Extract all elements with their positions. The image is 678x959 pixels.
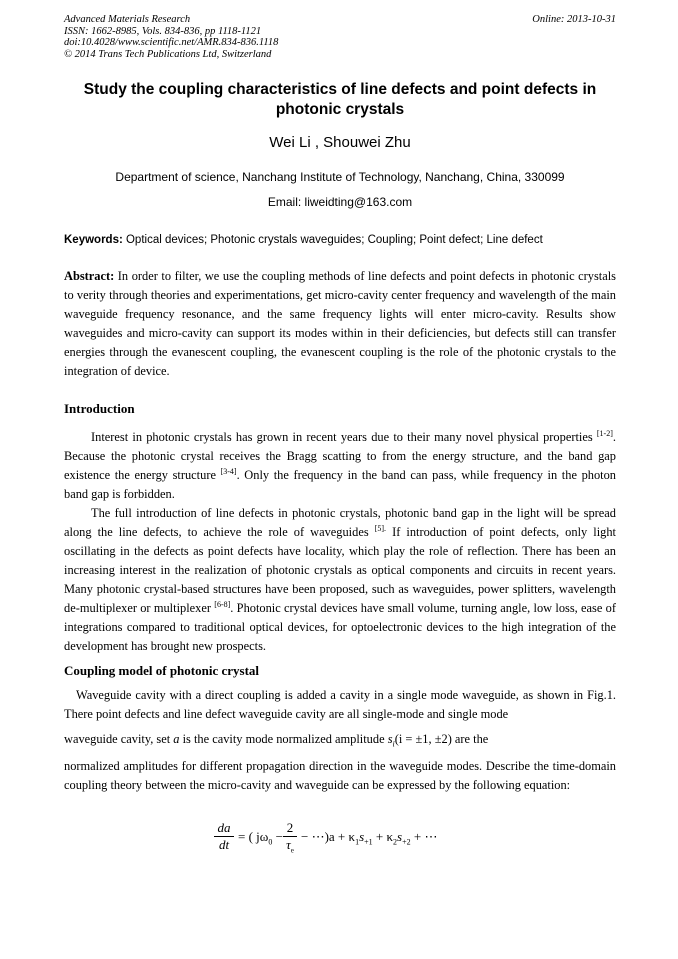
journal-name: Advanced Materials Research (64, 14, 191, 25)
equation-rest (301, 829, 437, 847)
s2-subscript: +2 (402, 837, 411, 847)
tau-fraction (283, 820, 297, 859)
authors: Wei Li , Shouwei Zhu (269, 134, 411, 151)
variable-s: s (387, 732, 393, 746)
email[interactable]: Email: liweidting@163.com (267, 195, 413, 209)
equation-middle (238, 829, 283, 847)
lhs-fraction (214, 820, 234, 853)
tau-subscript: e (290, 846, 294, 855)
keywords-label: Keywords: (64, 234, 123, 246)
lhs-numerator: da (214, 820, 234, 837)
abstract-text: In order to filter, we use the coupling methods of line defects and point defects in photonic crystals to verity through theories and experimentations, get micro-cavity center frequency and wavelength of the main waveguide frequency resonance, and the same frequency lights will enter micro-cavity. Results show waveguides and micro-cavity can support its modes within in their deficiencies, but defects still can transfer energies through the evanescent coupling, the evanescent coupling is the role of the photonic crystals to the integration of device. (64, 269, 616, 378)
lhs-denominator: dt (218, 837, 230, 852)
intro-heading: Introduction (64, 401, 135, 416)
affiliation: Department of science, Nanchang Institute of Technology, Nanchang, China, 330099 (115, 170, 565, 184)
intro-paragraph-1 (64, 428, 616, 504)
title-line-2: photonic crystals (275, 101, 405, 118)
equation-tail: + ⋯ (410, 829, 438, 844)
index-condition: (i = ±1, ±2) (394, 732, 452, 746)
journal-header (64, 14, 616, 60)
coupling-heading: Coupling model of photonic crystal (64, 663, 260, 678)
coupling-p2-text-b: is the cavity mode normalized amplitude (179, 732, 388, 746)
variable-a: a (173, 732, 180, 746)
journal-copyright: © 2014 Trans Tech Publications Ltd, Switzerland (64, 48, 272, 60)
journal-doi[interactable]: doi:10.4028/www.scientific.net/AMR.834-836.1118 (64, 37, 279, 48)
citation-ref: [3-4] (220, 467, 237, 476)
subscript-i: i (392, 739, 395, 749)
coupling-equation (214, 820, 474, 860)
intro-paragraph-2 (64, 504, 616, 656)
s2-symbol: s (397, 829, 403, 844)
s1-subscript: +1 (364, 837, 373, 847)
abstract (64, 267, 616, 381)
coupling-p2-text-a: waveguide cavity, set (64, 732, 174, 746)
tau-denominator (283, 837, 297, 859)
abstract-label: Abstract: (64, 269, 115, 283)
citation-ref: [6-8] (214, 600, 231, 609)
title-line-1: Study the coupling characteristics of line defects and point defects in (83, 81, 597, 98)
intro-p1-text-c: . Only the frequency in the band can pass, while frequency in the photon band gap is forbidden. (64, 468, 616, 501)
coupling-paragraph-2 (64, 730, 616, 753)
intro-p1-text-b: . Because the photonic crystal receives the Bragg scatting to from the energy structure, and the band gap existence the energy structure (64, 430, 616, 482)
coupling-paragraph-1: Waveguide cavity with a direct coupling is added a cavity in a single mode waveguide, as shown in Fig.1. There point defects and line defect waveguide cavity are all single-mode and single mode (64, 688, 616, 721)
citation-ref: [1-2] (596, 429, 613, 438)
paper-title (64, 80, 616, 120)
keywords (64, 234, 616, 246)
equation-minus: − (272, 829, 283, 844)
intro-p2-text-c: . Photonic crystal devices have small volume, turning angle, low loss, ease of integrations compared to traditional optical devices, for optoelectronic devices to the high integration of the development has brought new prospects. (64, 601, 616, 653)
intro-p1-text-a: Interest in photonic crystals has grown in recent years due to their many novel physical properties (91, 430, 597, 444)
journal-issn: ISSN: 1662-8985, Vols. 834-836, pp 1118-1121 (64, 25, 262, 37)
omega-subscript: 0 (268, 837, 273, 847)
coupling-p2-text-c: are the (451, 732, 489, 746)
keywords-text: Optical devices; Photonic crystals waveguides; Coupling; Point defect; Line defect (122, 234, 543, 246)
intro-p2-text-b: If introduction of point defects, only light oscillating in the defects as point defects have locality, which play the role of reflection. There has been an increasing interest in the realization of photonic crystals as optical components and circuits in recent years. Many photonic crystal-based structures have been proposed, such as waveguides, power splitters, wavelength de-multiplexer or multiplexer (64, 525, 616, 615)
tau-symbol: τ (286, 837, 291, 852)
tau-numerator: 2 (283, 820, 297, 837)
s1-symbol: s (359, 829, 365, 844)
coupling-paragraph-3: normalized amplitudes for different propagation direction in the waveguide modes. Describe the time-domain coupling theory between the micro-cavity and waveguide can be expressed by the following equation: (64, 759, 616, 792)
intro-p2-text-a: The full introduction of line defects in photonic crystals, photonic band gap in the light will be spread along the line defects, to achieve the role of waveguides (64, 506, 616, 539)
kappa1-subscript: 1 (355, 837, 360, 847)
kappa2-subscript: 2 (393, 837, 398, 847)
citation-ref: [5]. (374, 524, 387, 533)
equation-eq: = ( jω (238, 829, 269, 844)
equation-rest-text: − ⋯)a + κ (301, 829, 356, 844)
equation-plus: + κ (372, 829, 394, 844)
online-date: Online: 2013-10-31 (532, 14, 616, 25)
